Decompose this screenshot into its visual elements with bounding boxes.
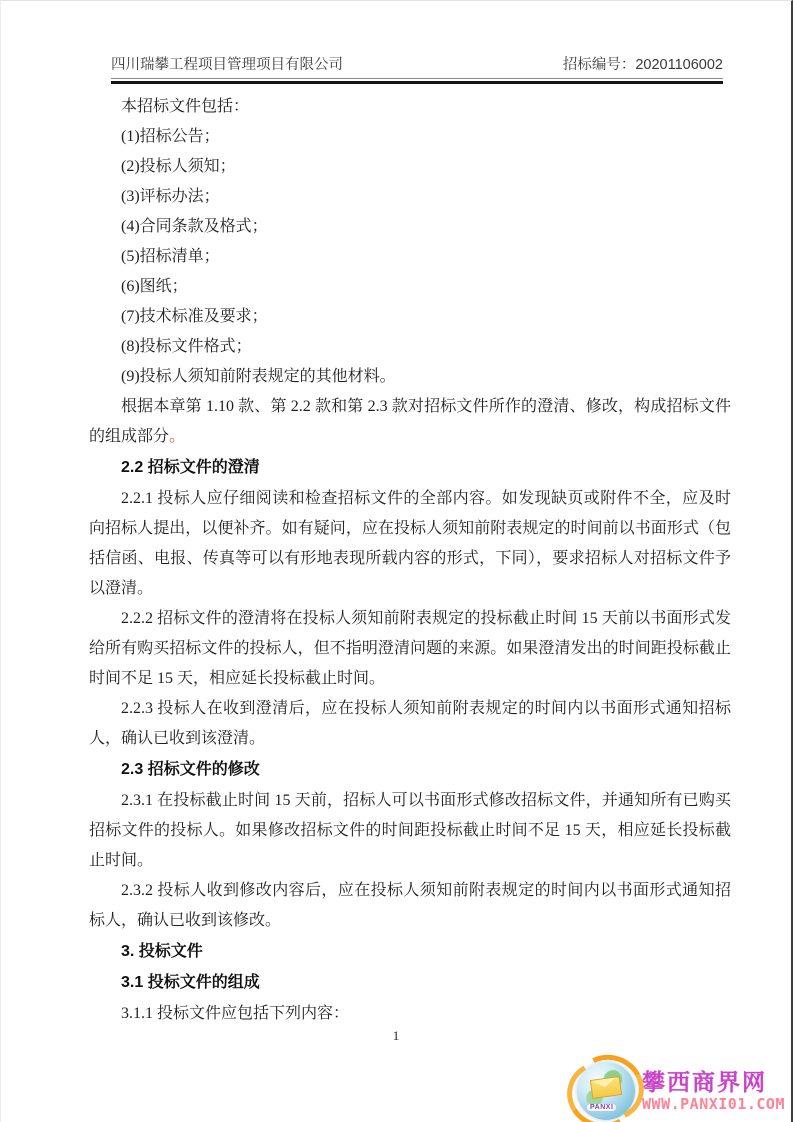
- list-item-6: (6)图纸；: [121, 278, 188, 295]
- site-name: 攀西商界网: [642, 1069, 768, 1096]
- paragraph-3-1-1: 3.1.1 投标文件应包括下列内容：: [121, 1005, 350, 1022]
- bid-number: [563, 53, 723, 74]
- list-item-4: (4)合同条款及格式；: [121, 218, 268, 235]
- heading-2-2: 2.2 招标文件的澄清: [121, 459, 260, 476]
- paragraph-2-2-2: 2.2.2 招标文件的澄清将在投标人须知前附表规定的投标截止时间 15 天前以书面形式发给所有购买招标文件的投标人，但不指明澄清问题的来源。如果澄清发出的时间距投标截止时间不足 15 天，相应延长投标截止时间。: [89, 610, 731, 687]
- header-rule: [111, 81, 723, 84]
- list-item-7: (7)技术标准及要求；: [121, 308, 268, 325]
- header-row: [111, 53, 723, 79]
- paragraph-basis: [89, 392, 731, 452]
- page-header: [111, 53, 723, 84]
- list-item-5: (5)招标清单；: [121, 248, 220, 265]
- heading-3-1: 3.1 投标文件的组成: [121, 974, 260, 991]
- list-item-3: (3)评标办法；: [121, 188, 220, 205]
- list-item-9: (9)投标人须知前附表规定的其他材料。: [121, 368, 396, 385]
- list-item-1: (1)招标公告；: [121, 128, 220, 145]
- intro-line: 本招标文件包括：: [121, 98, 250, 115]
- document-body: [89, 92, 731, 1029]
- site-url: WWW.PANXI01.COM: [642, 1094, 785, 1113]
- red-period: 。: [169, 428, 186, 445]
- bid-number-label: 招标编号：: [562, 57, 636, 73]
- paragraph-2-2-3: 2.2.3 投标人在收到澄清后，应在投标人须知前附表规定的时间内以书面形式通知招标人，确认已收到该澄清。: [89, 700, 731, 747]
- bid-number-value: 20201106002: [635, 57, 723, 73]
- site-watermark: [577, 1062, 785, 1120]
- logo-text: PANXI: [587, 1104, 616, 1111]
- list-item-2: (2)投标人须知；: [121, 158, 236, 175]
- globe-logo-icon: [577, 1062, 635, 1120]
- heading-2-3: 2.3 招标文件的修改: [121, 761, 260, 778]
- company-name: 四川瑞攀工程项目管理项目有限公司: [111, 57, 343, 73]
- watermark-text: [642, 1069, 785, 1113]
- heading-3: 3. 投标文件: [121, 943, 203, 960]
- paragraph-2-2-1: 2.2.1 投标人应仔细阅读和检查招标文件的全部内容。如发现缺页或附件不全，应及时向招标人提出，以便补齐。如有疑问，应在投标人须知前附表规定的时间前以书面形式（包括信函、电报、传真等可以有形地表现所载内容的形式，下同），要求招标人对招标文件予以澄清。: [89, 490, 731, 597]
- paragraph-basis-text: 根据本章第 1.10 款、第 2.2 款和第 2.3 款对招标文件所作的澄清、修改，构成招标文件的组成部分: [89, 398, 731, 445]
- paragraph-2-3-2: 2.3.2 投标人收到修改内容后，应在投标人须知前附表规定的时间内以书面形式通知招标人，确认已收到该修改。: [89, 882, 731, 929]
- paragraph-2-3-1: 2.3.1 在投标截止时间 15 天前，招标人可以书面形式修改招标文件，并通知所有已购买招标文件的投标人。如果修改招标文件的时间距投标截止时间不足 15 天，相应延长投标截止时间。: [89, 792, 731, 869]
- page-number: 1: [392, 1028, 400, 1043]
- list-item-8: (8)投标文件格式；: [121, 338, 252, 355]
